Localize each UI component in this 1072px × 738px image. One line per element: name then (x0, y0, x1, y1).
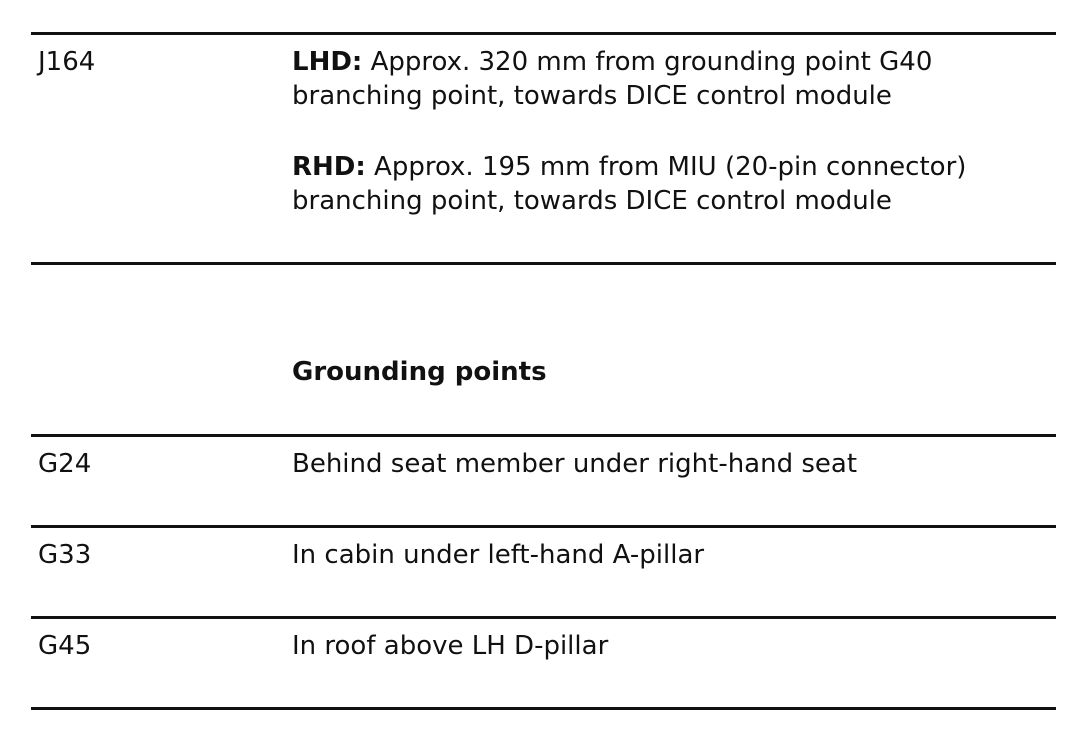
table-rule (31, 525, 1056, 528)
row-code: J164 (38, 47, 96, 77)
lhd-label: LHD: (292, 47, 363, 77)
rhd-line2: branching point, towards DICE control module (292, 186, 892, 216)
row-description: In roof above LH D-pillar (292, 631, 609, 661)
lhd-line1: Approx. 320 mm from grounding point G40 (362, 47, 933, 77)
section-heading: Grounding points (292, 357, 547, 387)
table-rule (31, 262, 1056, 265)
table-rule (31, 434, 1056, 437)
row-code: G33 (38, 540, 92, 570)
row-description: Behind seat member under right-hand seat (292, 449, 858, 479)
table-rule-bottom (31, 707, 1056, 710)
row-code: G45 (38, 631, 92, 661)
table-rule (31, 616, 1056, 619)
rhd-line1: Approx. 195 mm from MIU (20-pin connector) (365, 152, 967, 182)
lhd-description (292, 45, 1052, 113)
table-rule-top (31, 32, 1056, 35)
rhd-label: RHD: (292, 152, 366, 182)
rhd-description (292, 150, 1052, 218)
lhd-line2: branching point, towards DICE control module (292, 81, 892, 111)
row-description: In cabin under left-hand A-pillar (292, 540, 705, 570)
row-code: G24 (38, 449, 92, 479)
